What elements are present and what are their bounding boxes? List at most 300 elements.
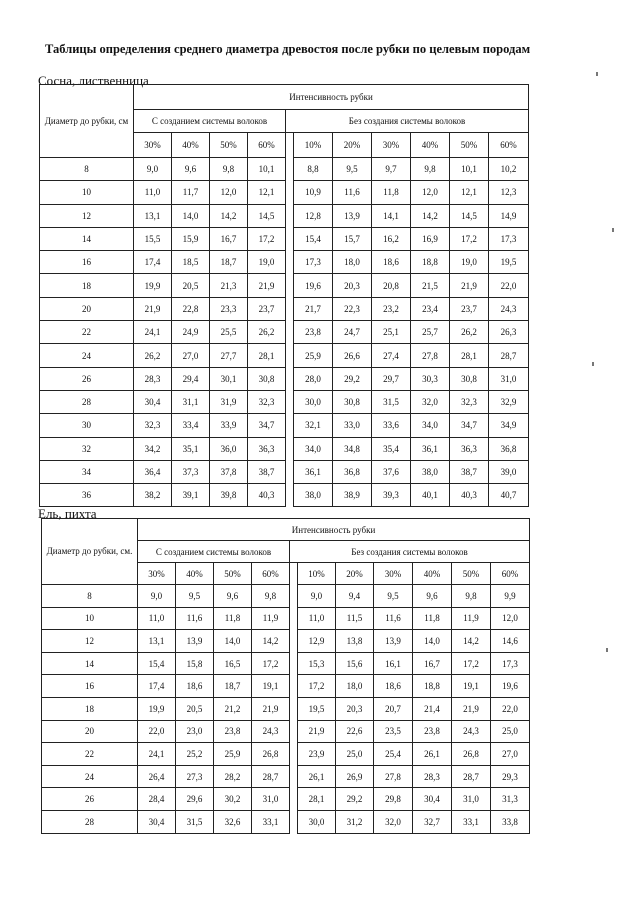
value-cell-without: 11,6 [374,607,413,630]
value-cell-without: 9,5 [374,585,413,608]
column-gap [290,607,298,630]
value-cell-with: 20,5 [172,274,210,297]
value-cell-without: 16,7 [413,652,452,675]
intensity-percent-with: 40% [176,563,214,585]
diameter-column-header: Диаметр до рубки, см [40,85,134,158]
value-cell-without: 33,8 [491,810,530,833]
value-cell-without: 23,8 [413,720,452,743]
value-cell-without: 12,8 [294,204,333,227]
value-cell-without: 34,0 [294,437,333,460]
column-gap [286,181,294,204]
value-cell-with: 25,2 [176,743,214,766]
value-cell-with: 9,0 [138,585,176,608]
value-cell-with: 11,8 [214,607,252,630]
value-cell-without: 13,9 [374,630,413,653]
value-cell-without: 18,0 [333,251,372,274]
value-cell-with: 21,9 [134,297,172,320]
value-cell-without: 23,9 [298,743,336,766]
value-cell-without: 31,0 [489,367,529,390]
value-cell-without: 36,8 [489,437,529,460]
value-cell-with: 26,2 [134,344,172,367]
value-cell-without: 28,1 [450,344,489,367]
table-row [40,227,529,250]
table-row [42,630,530,653]
value-cell-without: 31,0 [452,788,491,811]
value-cell-without: 9,7 [372,158,411,181]
value-cell-without: 26,3 [489,321,529,344]
table-row [40,204,529,227]
value-cell-without: 11,6 [333,181,372,204]
intensity-percent-without: 50% [450,133,489,158]
value-cell-with: 25,5 [210,321,248,344]
value-cell-without: 21,7 [294,297,333,320]
value-cell-without: 10,2 [489,158,529,181]
value-cell-with: 18,7 [214,675,252,698]
table-row [40,460,529,483]
value-cell-without: 30,8 [333,390,372,413]
diameter-cell: 12 [42,630,138,653]
diameter-cell: 36 [40,484,134,507]
value-cell-without: 31,2 [336,810,374,833]
value-cell-without: 14,9 [489,204,529,227]
value-cell-with: 35,1 [172,437,210,460]
value-cell-without: 13,9 [333,204,372,227]
value-cell-without: 12,0 [491,607,530,630]
intensity-percent-with: 50% [214,563,252,585]
value-cell-with: 19,9 [138,697,176,720]
value-cell-with: 20,5 [176,697,214,720]
value-cell-with: 18,6 [176,675,214,698]
value-cell-without: 16,2 [372,227,411,250]
value-cell-without: 10,9 [294,181,333,204]
column-gap [290,765,298,788]
value-cell-without: 20,7 [374,697,413,720]
table-row [42,585,530,608]
value-cell-without: 27,8 [411,344,450,367]
value-cell-without: 34,7 [450,414,489,437]
value-cell-with: 32,6 [214,810,252,833]
value-cell-with: 31,5 [176,810,214,833]
value-cell-without: 19,5 [489,251,529,274]
value-cell-without: 22,0 [491,697,530,720]
diameter-cell: 24 [40,344,134,367]
value-cell-with: 11,0 [138,607,176,630]
value-cell-without: 19,1 [452,675,491,698]
value-cell-with: 13,9 [176,630,214,653]
value-cell-without: 17,3 [489,227,529,250]
column-gap [290,652,298,675]
diameter-cell: 28 [40,390,134,413]
value-cell-with: 33,4 [172,414,210,437]
intensity-percent-with: 60% [248,133,286,158]
value-cell-without: 28,7 [452,765,491,788]
value-cell-without: 17,3 [294,251,333,274]
value-cell-without: 19,0 [450,251,489,274]
value-cell-with: 16,7 [210,227,248,250]
value-cell-without: 30,3 [411,367,450,390]
value-cell-with: 16,5 [214,652,252,675]
value-cell-without: 23,7 [450,297,489,320]
value-cell-with: 34,7 [248,414,286,437]
value-cell-with: 32,3 [134,414,172,437]
value-cell-without: 20,3 [336,697,374,720]
table-row [40,158,529,181]
value-cell-without: 25,0 [336,743,374,766]
value-cell-without: 17,2 [452,652,491,675]
value-cell-without: 36,1 [411,437,450,460]
diameter-cell: 10 [42,607,138,630]
value-cell-without: 32,1 [294,414,333,437]
value-cell-with: 23,8 [214,720,252,743]
value-cell-without: 28,1 [298,788,336,811]
table-row [40,297,529,320]
value-cell-without: 34,8 [333,437,372,460]
value-cell-with: 10,1 [248,158,286,181]
value-cell-without: 38,0 [294,484,333,507]
column-gap [290,697,298,720]
value-cell-without: 32,9 [489,390,529,413]
value-cell-without: 26,1 [413,743,452,766]
value-cell-with: 23,7 [248,297,286,320]
value-cell-without: 25,1 [372,321,411,344]
intensity-percent-without: 10% [294,133,333,158]
value-cell-without: 9,6 [413,585,452,608]
value-cell-with: 17,2 [252,652,290,675]
table-row [42,697,530,720]
value-cell-without: 38,7 [450,460,489,483]
column-gap [286,133,294,158]
value-cell-without: 29,2 [336,788,374,811]
value-cell-without: 11,8 [372,181,411,204]
value-cell-with: 19,1 [252,675,290,698]
value-cell-with: 12,0 [210,181,248,204]
column-gap [290,743,298,766]
value-cell-without: 24,3 [452,720,491,743]
value-cell-without: 19,6 [491,675,530,698]
column-gap [286,437,294,460]
value-cell-without: 39,3 [372,484,411,507]
value-cell-without: 28,0 [294,367,333,390]
diameter-cell: 20 [42,720,138,743]
value-cell-with: 14,5 [248,204,286,227]
value-cell-without: 29,2 [333,367,372,390]
intensity-percent-without: 20% [333,133,372,158]
value-cell-without: 25,0 [491,720,530,743]
value-cell-with: 13,1 [138,630,176,653]
value-cell-with: 28,4 [138,788,176,811]
value-cell-with: 17,2 [248,227,286,250]
value-cell-without: 38,9 [333,484,372,507]
intensity-percent-without: 20% [336,563,374,585]
table-row [40,484,529,507]
value-cell-without: 17,2 [298,675,336,698]
value-cell-without: 26,8 [452,743,491,766]
value-cell-with: 36,3 [248,437,286,460]
diameter-cell: 22 [42,743,138,766]
group-with-skid-trails: С созданием системы волоков [134,110,286,133]
value-cell-without: 9,9 [491,585,530,608]
scan-speck [596,72,598,76]
intensity-percent-without: 30% [372,133,411,158]
value-cell-with: 30,4 [134,390,172,413]
value-cell-with: 26,2 [248,321,286,344]
table-row [42,675,530,698]
value-cell-without: 20,3 [333,274,372,297]
diameter-cell: 32 [40,437,134,460]
value-cell-with: 9,6 [172,158,210,181]
value-cell-without: 28,7 [489,344,529,367]
value-cell-with: 14,0 [172,204,210,227]
value-cell-with: 11,7 [172,181,210,204]
value-cell-without: 36,1 [294,460,333,483]
value-cell-with: 15,8 [176,652,214,675]
table-row [42,810,530,833]
value-cell-with: 15,4 [138,652,176,675]
value-cell-without: 35,4 [372,437,411,460]
table-row [42,607,530,630]
value-cell-without: 21,5 [411,274,450,297]
value-cell-without: 12,0 [411,181,450,204]
value-cell-without: 26,9 [336,765,374,788]
table-row [40,367,529,390]
value-cell-without: 26,6 [333,344,372,367]
value-cell-with: 14,2 [252,630,290,653]
value-cell-with: 30,2 [214,788,252,811]
diameter-column-header: Диаметр до рубки, см. [42,519,138,585]
value-cell-without: 36,8 [333,460,372,483]
value-cell-with: 37,3 [172,460,210,483]
value-cell-with: 9,6 [214,585,252,608]
value-cell-with: 17,4 [138,675,176,698]
value-cell-without: 11,5 [336,607,374,630]
value-cell-with: 9,8 [252,585,290,608]
column-gap [286,204,294,227]
value-cell-without: 9,0 [298,585,336,608]
intensity-percent-with: 40% [172,133,210,158]
value-cell-without: 10,1 [450,158,489,181]
value-cell-with: 31,9 [210,390,248,413]
value-cell-without: 24,7 [333,321,372,344]
value-cell-with: 39,8 [210,484,248,507]
value-cell-without: 16,9 [411,227,450,250]
value-cell-with: 28,1 [248,344,286,367]
value-cell-without: 15,6 [336,652,374,675]
value-cell-with: 24,3 [252,720,290,743]
value-cell-with: 31,0 [252,788,290,811]
diameter-cell: 24 [42,765,138,788]
column-gap [286,274,294,297]
value-cell-without: 15,7 [333,227,372,250]
intensity-percent-with: 30% [138,563,176,585]
value-cell-without: 21,9 [298,720,336,743]
value-cell-without: 16,1 [374,652,413,675]
column-gap [290,563,298,585]
table-row [42,720,530,743]
value-cell-without: 27,0 [491,743,530,766]
value-cell-with: 27,3 [176,765,214,788]
value-cell-with: 37,8 [210,460,248,483]
intensity-percent-without: 50% [452,563,491,585]
group-without-skid-trails: Без создания системы волоков [286,110,529,133]
diameter-cell: 30 [40,414,134,437]
column-gap [286,414,294,437]
table-row [40,344,529,367]
value-cell-without: 37,6 [372,460,411,483]
diameter-cell: 8 [42,585,138,608]
value-cell-with: 33,1 [252,810,290,833]
column-gap [286,158,294,181]
diameter-cell: 16 [40,251,134,274]
value-cell-with: 11,0 [134,181,172,204]
value-cell-with: 30,1 [210,367,248,390]
value-cell-without: 24,3 [489,297,529,320]
value-cell-with: 24,1 [134,321,172,344]
value-cell-without: 32,3 [450,390,489,413]
value-cell-without: 21,9 [450,274,489,297]
column-gap [286,251,294,274]
table-row [40,390,529,413]
column-gap [290,675,298,698]
column-gap [290,788,298,811]
value-cell-without: 29,7 [372,367,411,390]
intensity-percent-with: 60% [252,563,290,585]
diameter-cell: 14 [42,652,138,675]
section-title-spruce: Ель, пихта [38,506,97,521]
value-cell-without: 12,3 [489,181,529,204]
value-cell-with: 34,2 [134,437,172,460]
value-cell-without: 23,5 [374,720,413,743]
value-cell-without: 33,0 [333,414,372,437]
value-cell-without: 8,8 [294,158,333,181]
value-cell-without: 22,6 [336,720,374,743]
value-cell-without: 21,4 [413,697,452,720]
table-row [40,321,529,344]
value-cell-without: 13,8 [336,630,374,653]
diameter-cell: 18 [42,697,138,720]
diameter-cell: 22 [40,321,134,344]
value-cell-with: 33,9 [210,414,248,437]
value-cell-without: 32,0 [374,810,413,833]
value-cell-with: 15,9 [172,227,210,250]
value-cell-without: 18,6 [372,251,411,274]
table-row [42,788,530,811]
value-cell-without: 27,4 [372,344,411,367]
value-cell-with: 25,9 [214,743,252,766]
value-cell-with: 38,2 [134,484,172,507]
value-cell-without: 21,9 [452,697,491,720]
value-cell-with: 15,5 [134,227,172,250]
diameter-cell: 34 [40,460,134,483]
intensity-percent-without: 10% [298,563,336,585]
value-cell-with: 27,0 [172,344,210,367]
value-cell-with: 28,3 [134,367,172,390]
value-cell-with: 9,5 [176,585,214,608]
value-cell-without: 26,1 [298,765,336,788]
value-cell-with: 18,5 [172,251,210,274]
value-cell-without: 12,1 [450,181,489,204]
value-cell-with: 27,7 [210,344,248,367]
intensity-percent-without: 30% [374,563,413,585]
table-row [40,251,529,274]
column-gap [290,810,298,833]
value-cell-without: 23,2 [372,297,411,320]
column-gap [290,720,298,743]
scan-speck [592,362,594,366]
page-title: Таблицы определения среднего диаметра древостоя после рубки по целевым породам [45,42,531,56]
value-cell-with: 14,2 [210,204,248,227]
value-cell-with: 29,4 [172,367,210,390]
value-cell-without: 9,5 [333,158,372,181]
column-gap [286,484,294,507]
column-gap [290,585,298,608]
value-cell-with: 11,6 [176,607,214,630]
value-cell-without: 18,0 [336,675,374,698]
value-cell-with: 9,0 [134,158,172,181]
value-cell-with: 23,0 [176,720,214,743]
diameter-cell: 26 [40,367,134,390]
value-cell-with: 22,0 [138,720,176,743]
value-cell-with: 24,9 [172,321,210,344]
diameter-cell: 28 [42,810,138,833]
value-cell-without: 33,1 [452,810,491,833]
column-gap [286,390,294,413]
value-cell-without: 33,6 [372,414,411,437]
diameter-cell: 10 [40,181,134,204]
scan-speck [612,228,614,232]
value-cell-with: 40,3 [248,484,286,507]
value-cell-with: 30,4 [138,810,176,833]
value-cell-without: 19,6 [294,274,333,297]
value-cell-without: 18,8 [411,251,450,274]
value-cell-with: 30,8 [248,367,286,390]
value-cell-without: 27,8 [374,765,413,788]
value-cell-without: 9,4 [336,585,374,608]
value-cell-with: 24,1 [138,743,176,766]
value-cell-without: 25,4 [374,743,413,766]
section-title-pine: Сосна, лиственница [38,73,149,88]
value-cell-without: 31,5 [372,390,411,413]
table-row [40,181,529,204]
column-gap [286,367,294,390]
value-cell-without: 14,6 [491,630,530,653]
value-cell-without: 28,3 [413,765,452,788]
value-cell-without: 40,1 [411,484,450,507]
value-cell-without: 36,3 [450,437,489,460]
value-cell-without: 14,2 [411,204,450,227]
value-cell-without: 15,4 [294,227,333,250]
value-cell-with: 12,1 [248,181,286,204]
value-cell-without: 40,7 [489,484,529,507]
value-cell-with: 14,0 [214,630,252,653]
value-cell-without: 22,3 [333,297,372,320]
value-cell-without: 11,9 [452,607,491,630]
value-cell-without: 22,0 [489,274,529,297]
intensity-header: Интенсивность рубки [134,85,529,110]
value-cell-with: 17,4 [134,251,172,274]
value-cell-with: 26,8 [252,743,290,766]
value-cell-with: 26,4 [138,765,176,788]
table-row [40,437,529,460]
column-gap [286,297,294,320]
value-cell-without: 26,2 [450,321,489,344]
value-cell-with: 31,1 [172,390,210,413]
value-cell-without: 25,9 [294,344,333,367]
value-cell-with: 18,7 [210,251,248,274]
table-row [42,765,530,788]
scan-speck [606,648,608,652]
group-without-skid-trails: Без создания системы волоков [290,541,530,563]
diameter-cell: 12 [40,204,134,227]
